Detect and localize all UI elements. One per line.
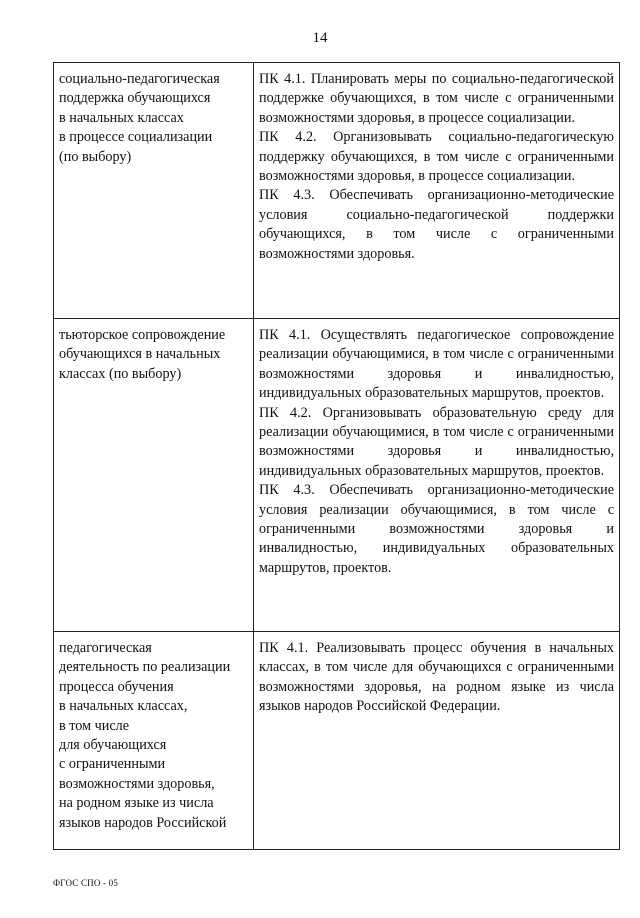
module-text-line: возможностями здоровья, <box>59 775 215 792</box>
page-number: 14 <box>312 30 328 46</box>
module-text-line: социально-педагогическая <box>59 71 220 87</box>
document-footer: ФГОС СПО - 05 <box>53 878 119 888</box>
module-text-line: в том числе <box>59 717 130 734</box>
competency-item: ПК 4.1. Планировать меры по социально-педагогической поддержке обучающихся, в том числе с ограниченными возможностями здоровья, в процессе социализации. <box>259 71 614 126</box>
competency-item: ПК 4.1. Реализовывать процесс обучения в начальных классах, в том числе для обучающихся с ограниченными возможностями здоровья, на родном языке из числа языков народов Российской Федерации. <box>259 640 614 715</box>
module-text-line: тьюторское сопровождение <box>59 327 226 343</box>
module-text-line: с ограниченными <box>59 756 166 773</box>
competency-table <box>53 62 620 850</box>
competency-item: ПК 4.2. Организовывать социально-педагогическую поддержку обучающихся, в том числе с ограниченными возможностями здоровья, в процессе социализации. <box>259 129 614 185</box>
module-text-line: классах (по выбору) <box>59 365 182 382</box>
module-text-line: на родном языке из числа <box>59 795 214 812</box>
module-cell <box>54 63 254 319</box>
competency-item: ПК 4.1. Осуществлять педагогическое сопровождение реализации обучающимися, в том числе с ограниченными возможностями здоровья и инвалидностью, индивидуальных образовательных маршрутов, проектов. <box>259 327 614 402</box>
competencies-cell <box>254 632 620 850</box>
module-text-line: (по выбору) <box>59 148 132 165</box>
module-text-line: для обучающихся <box>59 737 167 754</box>
competencies-cell <box>254 63 620 319</box>
module-text-line: в начальных классах, <box>59 698 188 715</box>
module-text-line: поддержка обучающихся <box>59 90 211 107</box>
module-cell <box>54 319 254 632</box>
table-row <box>54 319 620 632</box>
module-text-line: в начальных классах <box>59 109 184 126</box>
module-text-line: процесса обучения <box>59 678 174 695</box>
module-text-line: педагогическая <box>59 640 152 656</box>
module-text-line: языков народов Российской <box>59 814 227 831</box>
module-cell <box>54 632 254 850</box>
competency-item: ПК 4.3. Обеспечивать организационно-методические условия реализации обучающимися, в том числе с ограниченными возможностями здоровья и инвалидностью, индивидуальных образовательных маршрутов, проектов. <box>259 482 614 576</box>
competencies-cell <box>254 319 620 632</box>
module-text-line: в процессе социализации <box>59 129 213 146</box>
competency-item: ПК 4.2. Организовывать образовательную среду для реализации обучающимися, в том числе с ограниченными возможностями здоровья и инвалидностью, индивидуальных образовательных маршрутов, проектов. <box>259 404 614 479</box>
table-row <box>54 63 620 319</box>
module-text-line: обучающихся в начальных <box>59 346 221 363</box>
module-text-line: деятельность по реализации <box>59 659 231 676</box>
table-row <box>54 632 620 850</box>
competency-item: ПК 4.3. Обеспечивать организационно-методические условия социально-педагогической поддержки обучающихся, в том числе с ограниченными возможностями здоровья. <box>259 187 614 262</box>
